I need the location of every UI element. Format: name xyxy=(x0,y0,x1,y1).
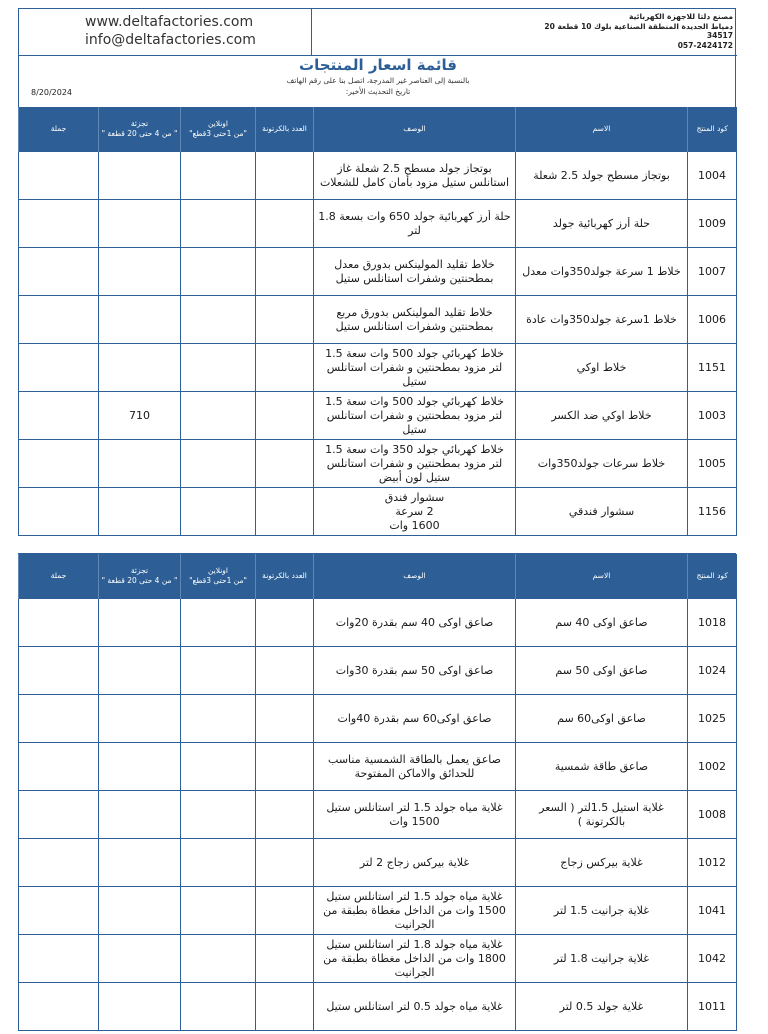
product-description xyxy=(314,695,516,743)
col-description: الوصف xyxy=(314,554,516,599)
online-price-cell xyxy=(181,791,256,839)
table-row xyxy=(19,839,737,887)
col-carton-count: العدد بالكرتونة xyxy=(256,554,314,599)
online-price-cell xyxy=(181,296,256,344)
product-description-text: غلاية بيركس زجاج 2 لتر xyxy=(359,855,470,869)
carton-count-cell xyxy=(256,647,314,695)
product-name-text: حلة أرز كهربائية جولد xyxy=(552,216,651,230)
product-name-text: غلاية جولد 0.5 لتر xyxy=(559,999,644,1013)
col-online xyxy=(181,554,256,599)
retail-price-cell xyxy=(99,392,181,440)
col-description: الوصف xyxy=(314,107,516,152)
product-name-text: غلاية جرانيت 1.8 لتر xyxy=(553,951,650,965)
wholesale-price-cell xyxy=(19,695,99,743)
product-code-text: 1006 xyxy=(698,312,726,326)
product-description-text: سشوار فندق 2 سرعة 1600 وات xyxy=(384,490,445,532)
col-wholesale: جملة xyxy=(19,554,99,599)
retail-price-cell xyxy=(99,200,181,248)
col-online-range: "من 1حتى 3قطع" xyxy=(189,576,247,585)
online-price-cell xyxy=(181,200,256,248)
table-row xyxy=(19,599,737,647)
retail-price-cell xyxy=(99,983,181,1031)
price-list-page-1 xyxy=(18,8,736,530)
table-row xyxy=(19,488,737,536)
product-name-text: صاعق اوكى60 سم xyxy=(557,711,646,725)
product-description xyxy=(314,791,516,839)
online-price-cell xyxy=(181,839,256,887)
table-row xyxy=(19,791,737,839)
product-name-text: سشوار فندقي xyxy=(568,504,635,518)
online-price-cell xyxy=(181,695,256,743)
product-code-text: 1009 xyxy=(698,216,726,230)
wholesale-price-cell xyxy=(19,440,99,488)
carton-count-cell xyxy=(256,743,314,791)
product-description xyxy=(314,296,516,344)
product-name-text: غلاية جرانيت 1.5 لتر xyxy=(553,903,650,917)
website-link[interactable]: www.deltafactories.com xyxy=(85,14,254,30)
product-description-text: خلاط كهربائي جولد 500 وات سعة 1.5 لتر مزود بمطحنتين و شفرات استانلس ستيل xyxy=(325,394,504,436)
col-carton-count: العدد بالكرتونة xyxy=(256,107,314,152)
online-price-cell xyxy=(181,743,256,791)
product-description xyxy=(314,983,516,1031)
product-name xyxy=(516,743,688,791)
table-row xyxy=(19,743,737,791)
carton-count-cell xyxy=(256,152,314,200)
product-code xyxy=(688,440,737,488)
product-description-text: صاعق اوكى 40 سم بقدرة 20وات xyxy=(335,615,494,629)
header-note: بالنسبة إلى العناصر غير المدرجة، اتصل بنا على رقم الهاتف xyxy=(286,76,470,85)
product-description xyxy=(314,743,516,791)
company-name: مصنع دلتا للاجهزة الكهربائية xyxy=(629,12,733,21)
product-code-text: 1151 xyxy=(698,360,726,374)
product-name xyxy=(516,296,688,344)
online-price-cell xyxy=(181,344,256,392)
wholesale-price-cell xyxy=(19,647,99,695)
product-code-text: 1025 xyxy=(698,711,726,725)
table-row xyxy=(19,344,737,392)
header-divider xyxy=(311,9,312,55)
product-name xyxy=(516,887,688,935)
col-name: الاسم xyxy=(516,107,688,152)
table-header-row xyxy=(19,107,737,152)
product-code-text: 1018 xyxy=(698,615,726,629)
product-description-text: غلاية مياه جولد 0.5 لتر استانلس ستيل xyxy=(326,999,503,1013)
carton-count-cell xyxy=(256,296,314,344)
product-code-text: 1024 xyxy=(698,663,726,677)
carton-count-cell xyxy=(256,887,314,935)
product-code-text: 1003 xyxy=(698,408,726,422)
product-code-text: 1012 xyxy=(698,855,726,869)
product-code xyxy=(688,695,737,743)
retail-price-cell xyxy=(99,839,181,887)
product-name xyxy=(516,152,688,200)
wholesale-price-cell xyxy=(19,983,99,1031)
product-code-text: 1005 xyxy=(698,456,726,470)
online-price-cell xyxy=(181,248,256,296)
table-row xyxy=(19,392,737,440)
col-code: كود المنتج xyxy=(688,554,737,599)
product-code xyxy=(688,248,737,296)
carton-count-cell xyxy=(256,488,314,536)
product-name-text: خلاط سرعات جولد350وات xyxy=(537,456,666,470)
table-row xyxy=(19,935,737,983)
product-code xyxy=(688,983,737,1031)
retail-price-cell xyxy=(99,440,181,488)
retail-price-cell xyxy=(99,743,181,791)
product-code xyxy=(688,392,737,440)
product-code-text: 1004 xyxy=(698,168,726,182)
retail-price-cell xyxy=(99,695,181,743)
price-table-1 xyxy=(18,107,737,536)
product-code-text: 1042 xyxy=(698,951,726,965)
col-retail-range: " من 4 حتى 20 قطعة " xyxy=(101,576,178,585)
product-description-text: صاعق يعمل بالطاقة الشمسية مناسب للحدائق والاماكن المفتوحة xyxy=(328,752,501,780)
product-code xyxy=(688,935,737,983)
product-name-text: خلاط اوكي xyxy=(576,360,627,374)
last-updated-label: تاريخ التحديث الأخير: xyxy=(345,87,411,96)
carton-count-cell xyxy=(256,392,314,440)
product-code xyxy=(688,152,737,200)
product-description xyxy=(314,392,516,440)
wholesale-price-cell xyxy=(19,296,99,344)
retail-price-cell xyxy=(99,647,181,695)
product-description xyxy=(314,488,516,536)
product-code xyxy=(688,791,737,839)
product-description-text: خلاط تقليد المولينكس بدورق معدل بمطحنتين وشفرات استانلس ستيل xyxy=(334,257,495,285)
wholesale-price-cell xyxy=(19,743,99,791)
product-code-text: 1041 xyxy=(698,903,726,917)
product-name-text: غلاية بيركس زجاج xyxy=(560,855,643,869)
product-name xyxy=(516,599,688,647)
online-price-cell xyxy=(181,152,256,200)
online-price-cell xyxy=(181,647,256,695)
product-description-text: خلاط تقليد المولينكس بدورق مربع بمطحنتين وشفرات استانلس ستيل xyxy=(335,305,494,333)
col-retail-title: تجزئة xyxy=(130,566,149,575)
retail-price-cell xyxy=(99,296,181,344)
product-name xyxy=(516,344,688,392)
update-date: 8/20/2024 xyxy=(31,88,73,97)
product-description xyxy=(314,887,516,935)
carton-count-cell xyxy=(256,440,314,488)
product-name xyxy=(516,935,688,983)
product-code xyxy=(688,344,737,392)
wholesale-price-cell xyxy=(19,599,99,647)
product-description xyxy=(314,200,516,248)
page-title: قائمة اسعار المنتجات xyxy=(299,56,457,74)
product-description-text: صاعق اوكى60 سم بقدرة 40وات xyxy=(337,711,492,725)
online-price-cell xyxy=(181,440,256,488)
wholesale-price-cell xyxy=(19,152,99,200)
product-code xyxy=(688,200,737,248)
wholesale-price-cell xyxy=(19,200,99,248)
product-code xyxy=(688,839,737,887)
product-code xyxy=(688,296,737,344)
product-name xyxy=(516,983,688,1031)
product-code-text: 1002 xyxy=(698,759,726,773)
product-name xyxy=(516,440,688,488)
product-description xyxy=(314,599,516,647)
product-name xyxy=(516,647,688,695)
wholesale-price-cell xyxy=(19,887,99,935)
product-description xyxy=(314,248,516,296)
product-description-text: حلة أرز كهربائية جولد 650 وات بسعة 1.8 لتر xyxy=(318,209,511,237)
product-name-text: خلاط 1سرعة جولد350وات عادة xyxy=(526,312,677,326)
online-price-cell xyxy=(181,935,256,983)
table-row xyxy=(19,200,737,248)
col-online xyxy=(181,107,256,152)
online-price-cell xyxy=(181,599,256,647)
postal-code: 34517 xyxy=(706,31,733,40)
online-price-cell xyxy=(181,887,256,935)
col-retail-title: تجزئة xyxy=(130,119,149,128)
carton-count-cell xyxy=(256,248,314,296)
col-online-range: "من 1حتى 3قطع" xyxy=(189,129,247,138)
table-row xyxy=(19,440,737,488)
col-online-title: اونلاين xyxy=(207,119,229,128)
product-name-text: صاعق طاقة شمسية xyxy=(554,759,649,773)
col-retail-range: " من 4 حتى 20 قطعة " xyxy=(101,129,178,138)
product-description-text: غلاية مياه جولد 1.8 لتر استانلس ستيل 1800 وات من الداخل مغطاة بطبقة من الجرانيت xyxy=(323,937,506,979)
col-online-title: اونلاين xyxy=(207,566,229,575)
wholesale-price-cell xyxy=(19,344,99,392)
wholesale-price-cell xyxy=(19,791,99,839)
retail-price-cell-text: 710 xyxy=(129,408,150,422)
product-code-text: 1156 xyxy=(698,504,726,518)
table-header-row xyxy=(19,554,737,599)
company-block xyxy=(513,12,733,50)
retail-price-cell xyxy=(99,248,181,296)
carton-count-cell xyxy=(256,344,314,392)
retail-price-cell xyxy=(99,344,181,392)
product-description xyxy=(314,152,516,200)
product-description-text: خلاط كهربائي جولد 350 وات سعة 1.5 لتر مزود بمطحنتين و شفرات استانلس ستيل لون أبيض xyxy=(325,442,504,484)
product-description-text: غلاية مياه جولد 1.5 لتر استانلس ستيل 1500 وات xyxy=(326,800,503,828)
col-name: الاسم xyxy=(516,554,688,599)
product-code-text: 1007 xyxy=(698,264,726,278)
carton-count-cell xyxy=(256,839,314,887)
wholesale-price-cell xyxy=(19,935,99,983)
product-name xyxy=(516,791,688,839)
table-row xyxy=(19,887,737,935)
table-row xyxy=(19,248,737,296)
product-name-text: صاعق اوكى 50 سم xyxy=(555,663,648,677)
retail-price-cell xyxy=(99,887,181,935)
online-price-cell xyxy=(181,392,256,440)
col-retail xyxy=(99,554,181,599)
product-description-text: بوتجاز جولد مسطح 2.5 شعلة غاز استانلس ستيل مزود بأمان كامل للشعلات xyxy=(319,161,510,189)
wholesale-price-cell xyxy=(19,248,99,296)
product-code xyxy=(688,488,737,536)
product-description xyxy=(314,935,516,983)
table-row xyxy=(19,983,737,1031)
table-row xyxy=(19,647,737,695)
contact-block xyxy=(85,13,256,49)
product-name xyxy=(516,200,688,248)
col-wholesale: جملة xyxy=(19,107,99,152)
product-code xyxy=(688,599,737,647)
product-name-text: غلاية استيل 1.5لتر ( السعر بالكرتونة ) xyxy=(539,800,664,828)
retail-price-cell xyxy=(99,935,181,983)
product-name xyxy=(516,392,688,440)
product-name-text: خلاط 1 سرعة جولد350وات معدل xyxy=(522,264,681,278)
retail-price-cell xyxy=(99,599,181,647)
retail-price-cell xyxy=(99,152,181,200)
wholesale-price-cell xyxy=(19,839,99,887)
wholesale-price-cell xyxy=(19,392,99,440)
carton-count-cell xyxy=(256,791,314,839)
product-name-text: بوتجاز مسطح جولد 2.5 شعلة xyxy=(533,168,670,182)
carton-count-cell xyxy=(256,935,314,983)
online-price-cell xyxy=(181,488,256,536)
product-code xyxy=(688,743,737,791)
phone-number: 057-2424172 xyxy=(677,40,733,50)
col-retail xyxy=(99,107,181,152)
email-link[interactable]: info@deltafactories.com xyxy=(85,32,256,48)
product-description xyxy=(314,839,516,887)
product-name xyxy=(516,248,688,296)
product-code-text: 1008 xyxy=(698,807,726,821)
table-row xyxy=(19,695,737,743)
price-list-page-2 xyxy=(18,553,736,1034)
product-name-text: خلاط اوكي ضد الكسر xyxy=(551,408,652,422)
product-code xyxy=(688,887,737,935)
product-description xyxy=(314,344,516,392)
carton-count-cell xyxy=(256,599,314,647)
product-description-text: صاعق اوكى 50 سم بقدرة 30وات xyxy=(335,663,494,677)
product-name-text: صاعق اوكى 40 سم xyxy=(555,615,648,629)
col-code: كود المنتج xyxy=(688,107,737,152)
product-description xyxy=(314,440,516,488)
product-description-text: غلاية مياه جولد 1.5 لتر استانلس ستيل 1500 وات من الداخل مغطاة بطبقة من الجرانيت xyxy=(323,889,506,931)
retail-price-cell xyxy=(99,791,181,839)
product-name xyxy=(516,839,688,887)
table-row xyxy=(19,152,737,200)
product-description-text: خلاط كهربائي جولد 500 وات سعة 1.5 لتر مزود بمطحنتين و شفرات استانلس ستيل xyxy=(325,346,504,388)
table-row xyxy=(19,296,737,344)
product-name xyxy=(516,488,688,536)
carton-count-cell xyxy=(256,200,314,248)
document-header xyxy=(18,8,736,107)
wholesale-price-cell xyxy=(19,488,99,536)
product-code xyxy=(688,647,737,695)
carton-count-cell xyxy=(256,695,314,743)
price-table-2 xyxy=(18,554,737,1031)
product-name xyxy=(516,695,688,743)
company-address: دمياط الجديدة المنطقة الصناعية بلوك 10 قطعة 20 xyxy=(544,21,733,31)
product-description xyxy=(314,647,516,695)
product-code-text: 1011 xyxy=(698,999,726,1013)
online-price-cell xyxy=(181,983,256,1031)
carton-count-cell xyxy=(256,983,314,1031)
retail-price-cell xyxy=(99,488,181,536)
